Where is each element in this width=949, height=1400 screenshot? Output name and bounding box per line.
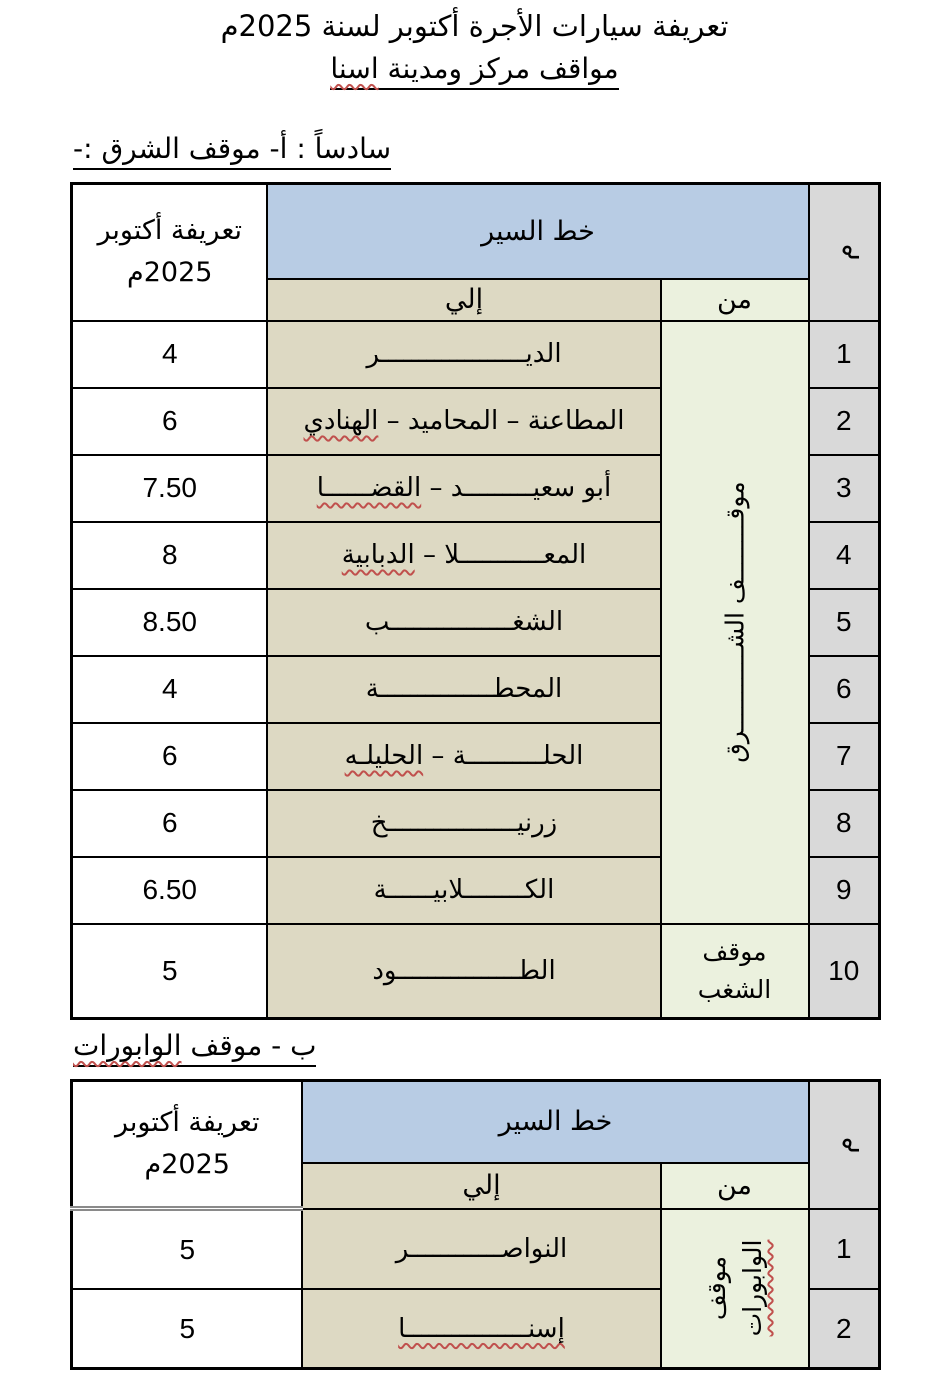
fare-column-header: تعريفة أكتوبر 2025م (71, 1080, 302, 1209)
to-column-header: إلي (267, 279, 660, 321)
from-merged-cell (661, 1209, 809, 1369)
fare-cell: 6 (71, 723, 267, 790)
to-cell: المعـــــــــــلا – الدبابية (267, 522, 660, 589)
num-column-header (809, 1080, 880, 1209)
num-header-rotated-text: م (828, 243, 860, 261)
row-number-cell: 2 (809, 1289, 880, 1369)
table-header-row-1 (71, 183, 879, 279)
from-column-header: من (661, 1163, 809, 1209)
row-number-cell: 5 (809, 589, 880, 656)
misspelled-word: الحليلـه (344, 741, 424, 772)
to-cell: النواصــــــــــــر (302, 1209, 660, 1290)
misspelled-word: الوابورات (737, 1240, 767, 1337)
fare-cell: 8.50 (71, 589, 267, 656)
to-cell: أبو سعيـــــــــد – القضــــــا (267, 455, 660, 522)
misspelled-word: الهنادي (303, 406, 379, 437)
to-cell (302, 1289, 660, 1369)
fare-cell: 6.50 (71, 857, 267, 924)
to-cell: الشغــــــــــــــــب (267, 589, 660, 656)
waborat-table-body (71, 1209, 879, 1369)
to-cell: زرنيـــــــــــــــــخ (267, 790, 660, 857)
row-number-cell: 2 (809, 388, 880, 455)
to-cell: المحطـــــــــــــــة (267, 656, 660, 723)
to-cell: الكــــــــلابيــــــة (267, 857, 660, 924)
from-rotated-text: موقف الوابورات (701, 1240, 767, 1337)
document-title: تعريفة سيارات الأجرة أكتوبر لسنة 2025م (220, 9, 729, 43)
fare-cell: 5 (71, 924, 267, 1019)
route-header: خط السير (267, 183, 808, 279)
to-column-header: إلي (302, 1163, 660, 1209)
from-merged-cell (661, 321, 809, 924)
num-column-header (809, 183, 880, 321)
to-cell: الديـــــــــــــــــــر (267, 321, 660, 388)
misspelled-word: اسنا (330, 51, 379, 85)
fare-cell: 7.50 (71, 455, 267, 522)
document-subtitle (0, 52, 949, 90)
row-number-cell: 1 (809, 321, 880, 388)
row-number-cell: 1 (809, 1209, 880, 1290)
fare-cell: 6 (71, 790, 267, 857)
fare-cell: 4 (71, 321, 267, 388)
to-cell: الحلــــــــــة – الحليلـه (267, 723, 660, 790)
title-block (0, 0, 949, 90)
misspelled-word: إسنــــــــــــــــا (398, 1313, 565, 1344)
row-number-cell: 9 (809, 857, 880, 924)
misspelled-word: القضــــــا (316, 473, 422, 504)
section-b-heading: ب - موقف الوابورات (73, 1029, 949, 1067)
row-number-cell: 3 (809, 455, 880, 522)
from-column-header: من (661, 279, 809, 321)
table-row (71, 924, 879, 1019)
misspelled-word: الدبابية (341, 540, 415, 571)
fare-cell: 8 (71, 522, 267, 589)
fare-cell: 4 (71, 656, 267, 723)
fare-cell: 6 (71, 388, 267, 455)
subtitle-underlined: مواقف مركز ومدينة اسنا (330, 52, 618, 90)
east-stop-fare-table (70, 182, 881, 1020)
num-header-rotated-text: م (828, 1136, 860, 1154)
table-header-row-1 (71, 1080, 879, 1163)
table-row (71, 1209, 879, 1290)
east-table-body (71, 321, 879, 1019)
row-number-cell: 6 (809, 656, 880, 723)
fare-column-header: تعريفة أكتوبر 2025م (71, 183, 267, 321)
fare-cell: 5 (71, 1289, 302, 1369)
row-number-cell: 10 (809, 924, 880, 1019)
misspelled-word: الوابورات (73, 1028, 182, 1062)
fare-cell: 5 (71, 1209, 302, 1290)
row-number-cell: 8 (809, 790, 880, 857)
to-cell: المطاعنة – المحاميد – الهنادي (267, 388, 660, 455)
table-row (71, 321, 879, 388)
row-number-cell: 7 (809, 723, 880, 790)
section-a-heading: سادساً : أ- موقف الشرق :- (73, 132, 949, 170)
route-header: خط السير (302, 1080, 808, 1163)
from-rotated-text: موقــــــــف الشـــــــــــرق (720, 481, 749, 763)
row-number-cell: 4 (809, 522, 880, 589)
from-cell: موقف الشغب (661, 924, 809, 1019)
to-cell: الطــــــــــــــــود (267, 924, 660, 1019)
waborat-stop-fare-table (70, 1079, 881, 1371)
